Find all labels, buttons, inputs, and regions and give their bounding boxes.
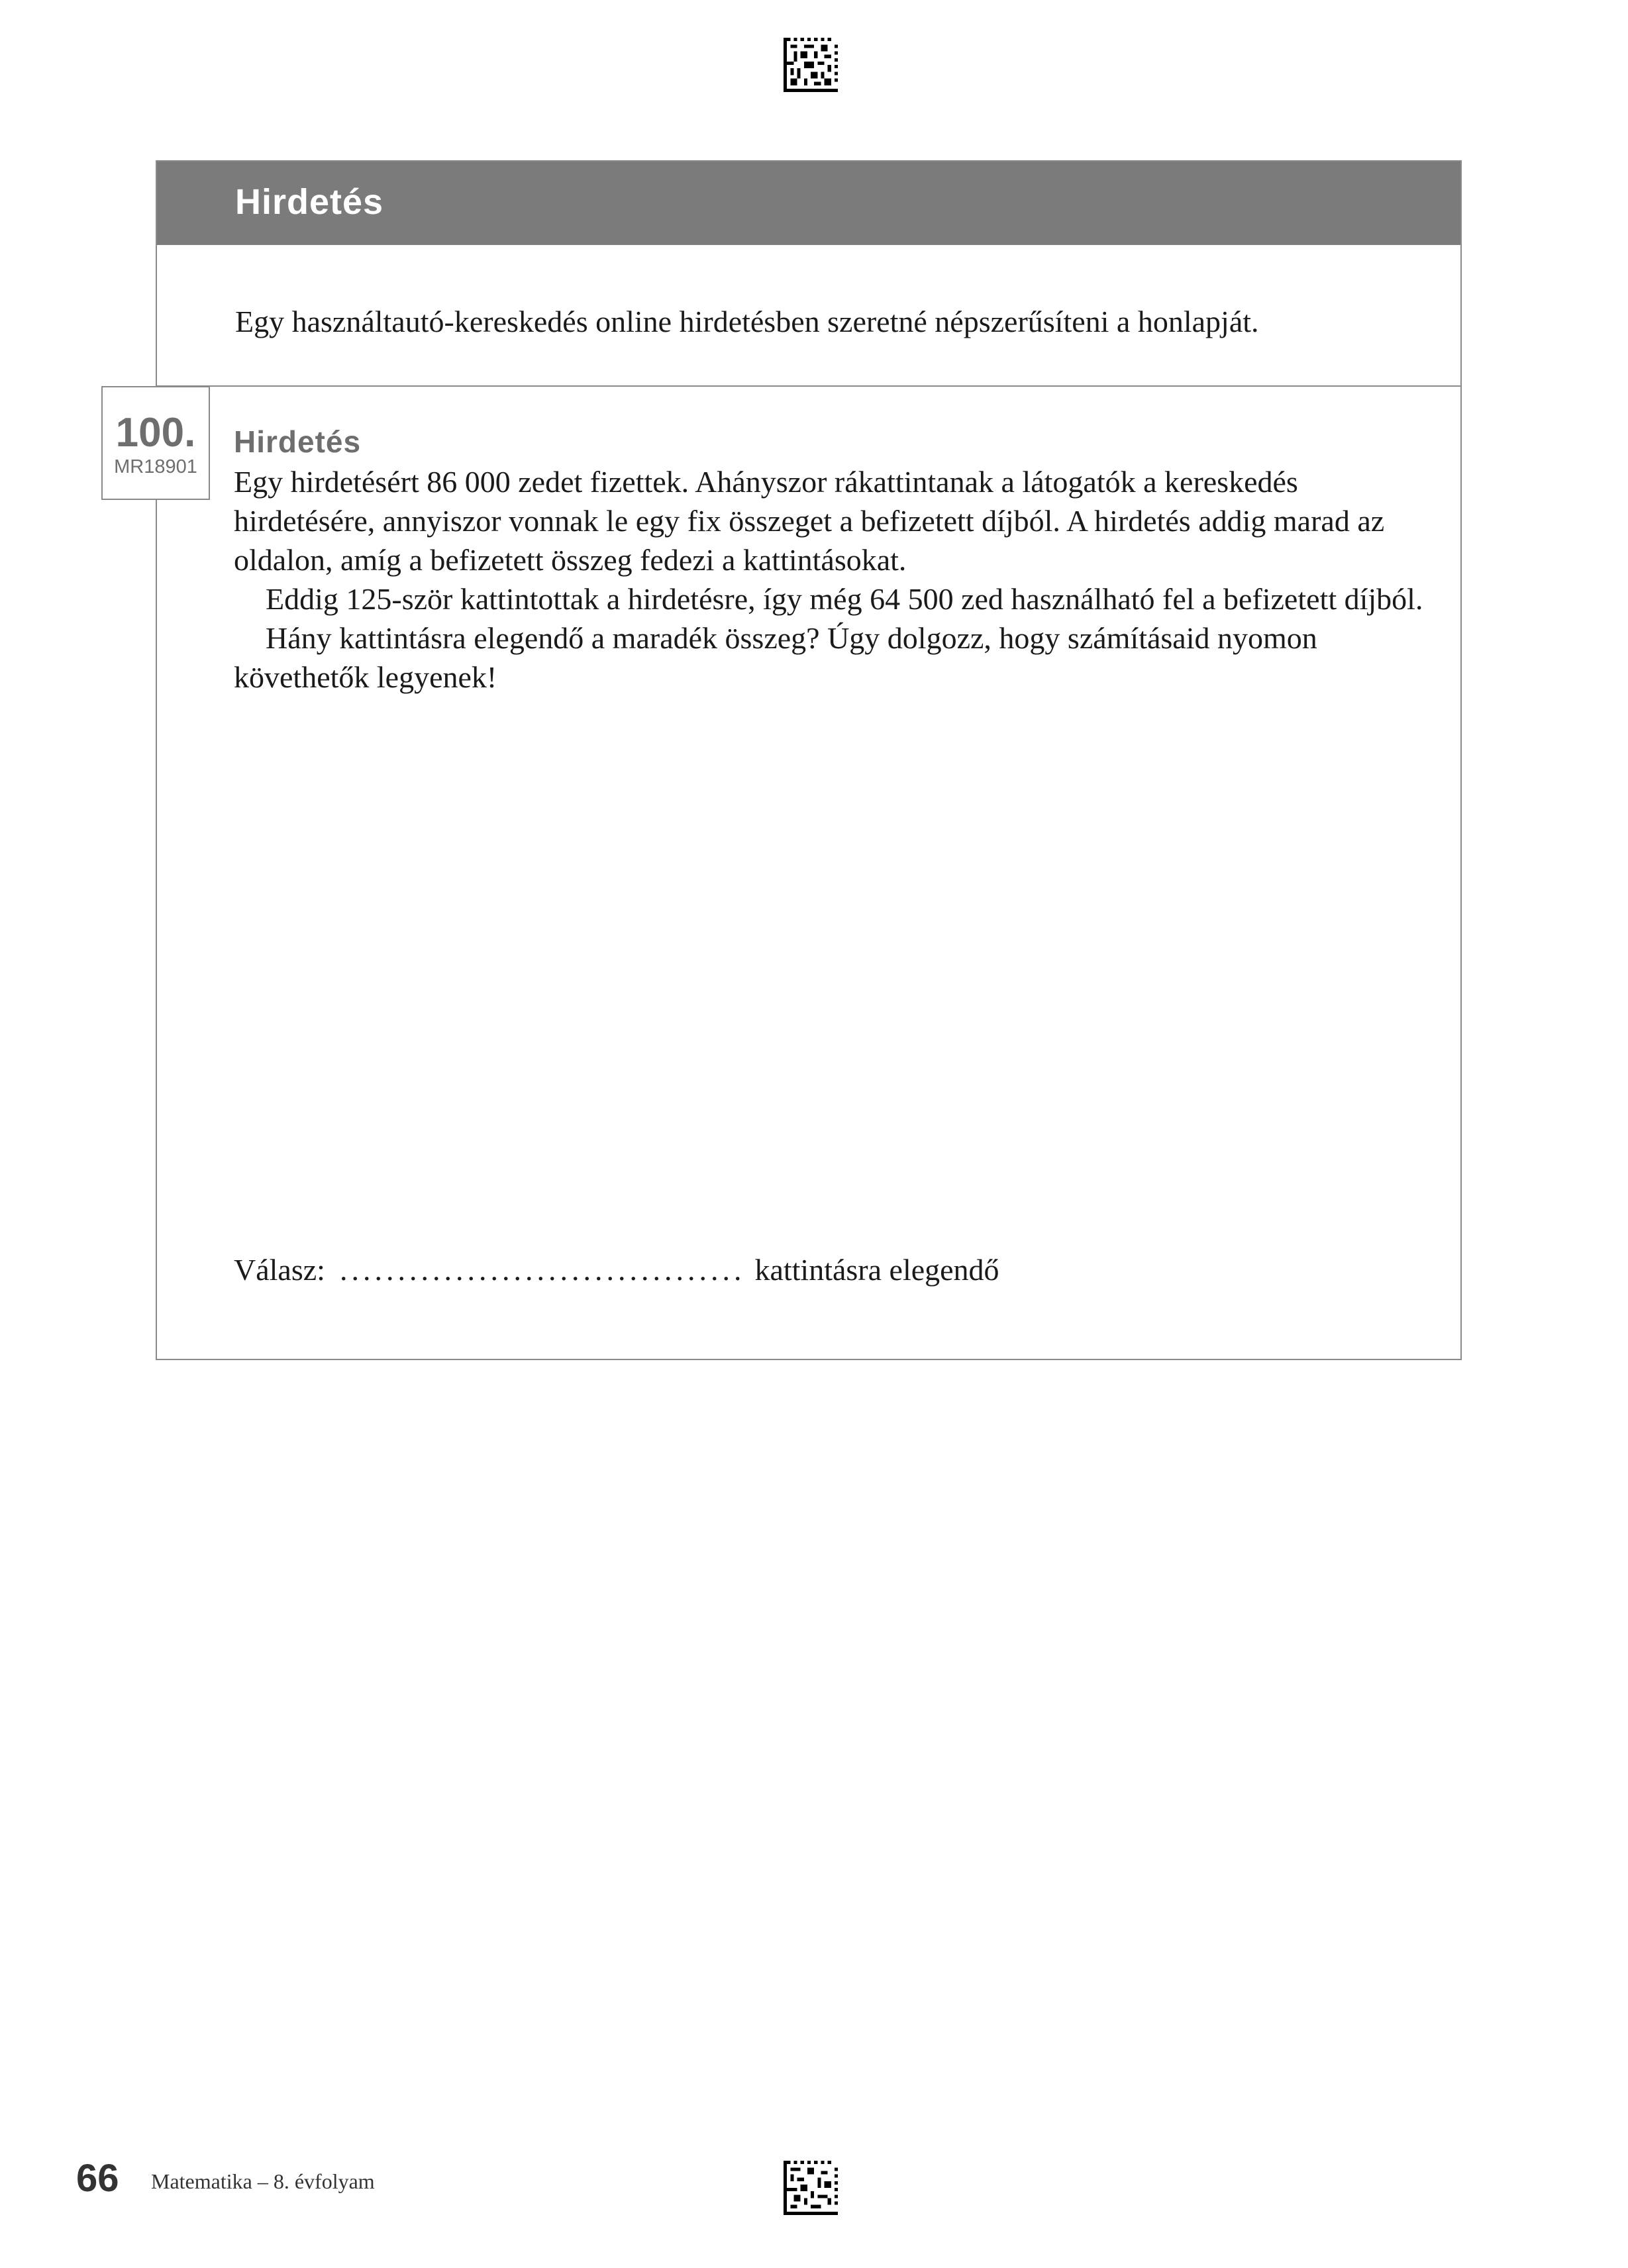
question-body xyxy=(234,462,1439,697)
intro-text: Egy használtautó-kereskedés online hirdetésben szeretné népszerűsíteni a honlapját. xyxy=(235,305,1259,338)
header-bar xyxy=(157,162,1460,245)
datamatrix-bottom-icon xyxy=(784,2161,838,2215)
question-code: MR18901 xyxy=(114,456,197,477)
section-divider xyxy=(157,385,1460,387)
page-number: 66 xyxy=(76,2157,119,2200)
answer-line xyxy=(234,1250,999,1290)
answer-suffix: kattintásra elegendő xyxy=(754,1253,999,1287)
question-number-box xyxy=(101,386,210,500)
question-number: 100. xyxy=(115,410,196,456)
datamatrix-top-icon xyxy=(784,38,838,92)
header-title: Hirdetés xyxy=(235,182,384,222)
question-paragraph: Eddig 125-ször kattintottak a hirdetésre, így még 64 500 zed használható fel a befizetett díjból. xyxy=(266,582,1423,616)
footer-text: Matematika – 8. évfolyam xyxy=(151,2169,375,2193)
question-paragraph: Hány kattintásra elegendő a maradék összeg? Úgy dolgozz, hogy számításaid nyomon követhetők legyenek! xyxy=(234,621,1317,694)
question-title: Hirdetés xyxy=(234,424,362,459)
answer-blank[interactable]: ................................... xyxy=(339,1253,746,1287)
task-frame xyxy=(156,160,1462,1360)
answer-label: Válasz: xyxy=(234,1253,325,1287)
question-paragraph: Egy hirdetésért 86 000 zedet fizettek. Ahányszor rákattintanak a látogatók a kereskedés hirdetésére, annyiszor vonnak le egy fix összeget a befizetett díjból. A hirdetés addig marad az oldalon, amíg a befizetett összeg fedezi a kattintásokat. xyxy=(234,465,1385,577)
